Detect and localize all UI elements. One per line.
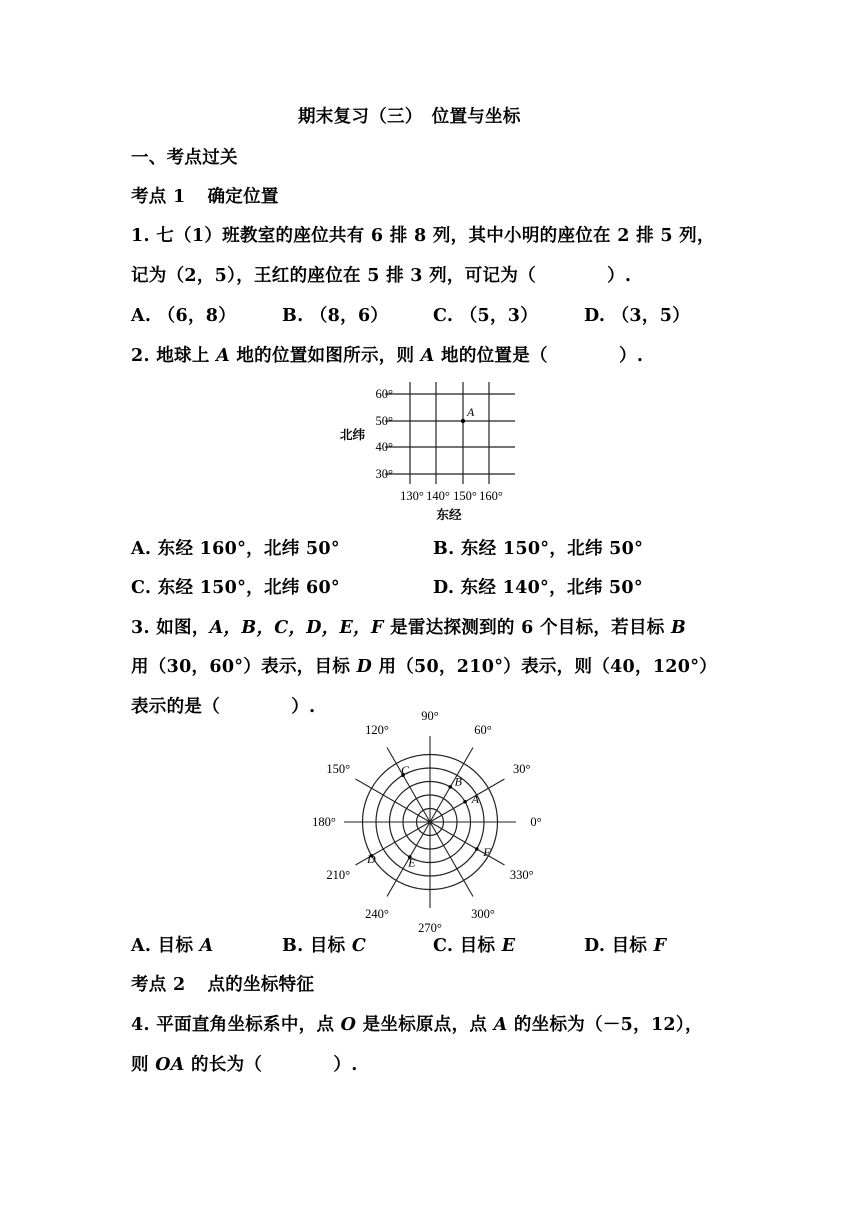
radar-angle-label: 300°: [471, 906, 495, 921]
q2-option-d[interactable]: D. 东经 140°，北纬 50°: [433, 578, 643, 598]
kaodian-1-heading: [131, 186, 279, 208]
lat-label-60: 60°: [375, 387, 393, 401]
q3-var-d: D: [356, 657, 373, 677]
q3-option-a-prefix: A. 目标: [131, 936, 200, 956]
radar-target-dot: [475, 847, 479, 851]
radar-target-label: A: [471, 791, 479, 806]
q2-grid-figure: [330, 380, 530, 525]
lon-label-160: 160°: [479, 489, 503, 503]
q4-line2-post: 的长为（ ）.: [184, 1055, 358, 1075]
q3-line3: 表示的是（ ）.: [131, 697, 316, 717]
q2-stem-pre: 2. 地球上: [131, 346, 217, 366]
lon-label-140: 140°: [426, 489, 450, 503]
q4-line1: [131, 1014, 703, 1036]
radar-ray: [387, 748, 430, 822]
radar-angle-label: 150°: [326, 762, 351, 776]
q1-option-a[interactable]: A. （6，8）: [131, 306, 237, 326]
q3-line2: [131, 656, 717, 678]
lon-label-130: 130°: [400, 489, 424, 503]
lat-axis-label: 北纬: [340, 428, 366, 442]
q3-line1: [131, 617, 686, 639]
q3-option-b-var: C: [351, 936, 367, 956]
q2-stem: [131, 345, 643, 367]
q2-var-a-2: A: [420, 346, 435, 366]
q4-line1-pre: 4. 平面直角坐标系中，点: [131, 1015, 341, 1035]
q3-option-b-prefix: B. 目标: [282, 936, 352, 956]
radar-target-dot: [463, 800, 467, 804]
q1-line1: 1. 七（1）班教室的座位共有 6 排 8 列，其中小明的座位在 2 排 5 列，: [131, 226, 715, 246]
lat-label-40: 40°: [375, 440, 393, 454]
radar-angle-label: 60°: [474, 723, 492, 738]
radar-target-label: F: [483, 845, 491, 859]
q1-option-c[interactable]: C. （5，3）: [433, 306, 539, 326]
point-a-label: A: [467, 405, 475, 419]
q4-line2-pre: 则: [131, 1055, 156, 1075]
section-heading: 一、考点过关: [131, 148, 238, 168]
q3-line1-pre: 3. 如图，: [131, 618, 210, 638]
radar-ray: [430, 748, 473, 822]
q2-stem-mid: 地的位置如图所示，则: [229, 346, 421, 366]
q4-line1-post: 的坐标为（－5，12），: [507, 1015, 703, 1035]
q3-option-a-var: A: [199, 936, 214, 956]
radar-angle-label: 270°: [418, 921, 442, 935]
q2-stem-post: 地的位置是（ ）.: [434, 346, 644, 366]
kaodian-1-label: 考点 1: [131, 187, 186, 207]
q3-option-c-var: E: [501, 936, 516, 956]
radar-target-label: C: [400, 763, 410, 778]
radar-target-label: B: [454, 774, 462, 789]
q2-option-c[interactable]: C. 东经 150°，北纬 60°: [131, 578, 340, 598]
q3-line2-post: 用（50，210°）表示，则（40，120°）: [372, 657, 718, 677]
lon-label-150: 150°: [453, 489, 477, 503]
lon-axis-label: 东经: [436, 508, 462, 522]
q1-option-b[interactable]: B. （8，6）: [282, 306, 389, 326]
q4-var-oa: OA: [155, 1055, 185, 1075]
lat-label-30: 30°: [375, 467, 393, 481]
page-title: 期末复习（三） 位置与坐标: [298, 107, 521, 127]
q4-var-a: A: [493, 1015, 508, 1035]
q3-line2-pre: 用（30，60°）表示，目标: [131, 657, 357, 677]
radar-angle-label: 30°: [513, 762, 531, 776]
kaodian-2-heading: [131, 974, 314, 996]
q3-line1-mid: 是雷达探测到的 6 个目标，若目标: [383, 618, 671, 638]
radar-ray: [430, 822, 473, 896]
radar-angle-label: 120°: [365, 723, 389, 738]
radar-ray: [356, 779, 430, 822]
radar-ray: [430, 779, 504, 822]
kaodian-2-label: 考点 2: [131, 975, 186, 995]
radar-target-label: E: [408, 855, 416, 870]
q3-option-a[interactable]: [131, 935, 214, 957]
radar-ray: [430, 822, 504, 865]
q2-option-a[interactable]: A. 东经 160°，北纬 50°: [131, 539, 340, 559]
q4-line1-mid: 是坐标原点，点: [356, 1015, 494, 1035]
q3-option-b[interactable]: [282, 935, 366, 957]
kaodian-2-name: 点的坐标特征: [207, 975, 315, 995]
q3-var-b: B: [670, 618, 687, 638]
q2-option-b[interactable]: B. 东经 150°，北纬 50°: [433, 539, 644, 559]
radar-angle-label: 180°: [312, 815, 336, 829]
q1-line2: 记为（2，5），王红的座位在 5 排 3 列，可记为（ ）.: [131, 266, 632, 286]
kaodian-1-name: 确定位置: [207, 187, 279, 207]
q2-var-a: A: [216, 346, 230, 366]
q3-option-c-prefix: C. 目标: [433, 936, 502, 956]
q4-line2: [131, 1054, 358, 1076]
radar-angle-label: 210°: [326, 868, 351, 882]
q3-option-d-var: F: [653, 936, 667, 956]
q3-option-d[interactable]: [584, 935, 666, 957]
lat-label-50: 50°: [375, 414, 393, 428]
q1-option-d[interactable]: D. （3，5）: [584, 306, 690, 326]
point-a-dot: [461, 419, 465, 423]
q3-option-c[interactable]: [433, 935, 515, 957]
q3-radar-figure: [300, 709, 560, 935]
radar-target-dot: [448, 785, 452, 789]
q3-target-list: A，B，C，D，E，F: [209, 618, 384, 638]
radar-angle-label: 90°: [421, 709, 439, 723]
radar-target-label: D: [367, 851, 376, 866]
q4-var-o: O: [340, 1015, 357, 1035]
q3-option-d-prefix: D. 目标: [584, 936, 654, 956]
radar-angle-label: 240°: [365, 906, 389, 921]
radar-angle-label: 0°: [530, 815, 542, 829]
radar-angle-label: 330°: [509, 868, 534, 882]
